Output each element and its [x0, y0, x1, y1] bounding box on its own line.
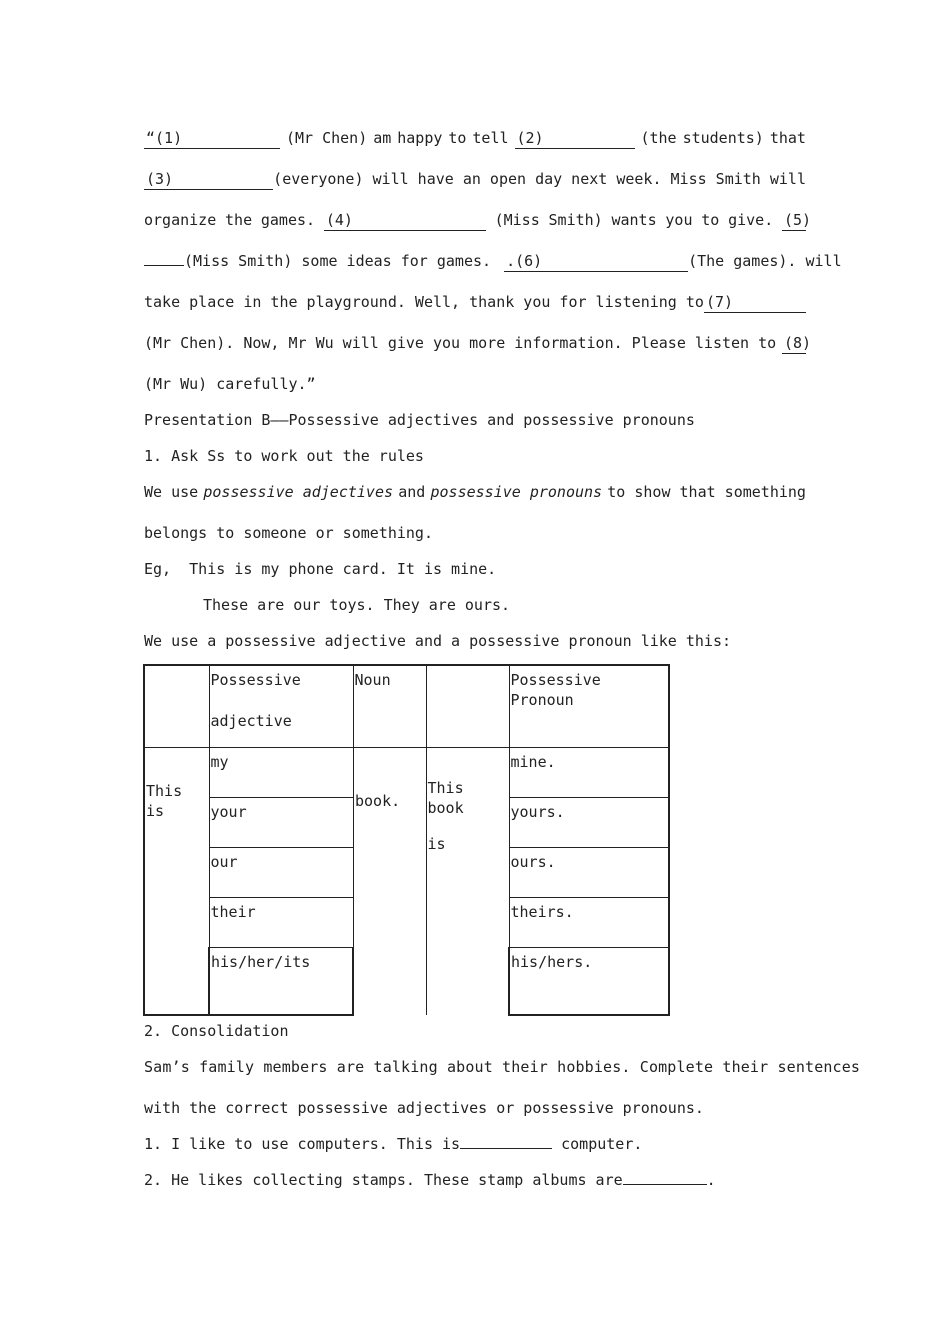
table-intro: We use a possessive adjective and a possessive pronoun like this:: [144, 632, 731, 650]
word: give.: [728, 211, 774, 229]
example-2: These are our toys. They are ours.: [203, 596, 511, 614]
passage-line-6: [144, 333, 812, 354]
passage-text: (Miss Smith) some ideas for games.: [184, 252, 492, 270]
blank-4: (4): [324, 210, 486, 231]
passage-text: (Mr Chen). Now, Mr Wu will give you more information. Please listen to: [144, 334, 777, 352]
step-1: 1. Ask Ss to work out the rules: [144, 447, 424, 465]
word: (Mr Chen): [285, 129, 368, 147]
pronoun-cell: his/hers.: [509, 947, 669, 1015]
adjective-cell: my: [209, 747, 353, 797]
pronoun-cell: ours.: [509, 847, 669, 897]
passage-text: (everyone) will have an open day next week. Miss Smith will: [273, 170, 806, 188]
passage-line-7: (Mr Wu) carefully.”: [144, 375, 316, 393]
passage-line-1: [144, 128, 806, 149]
word: that: [769, 129, 806, 147]
word: to: [701, 211, 720, 229]
passage-line-5: [144, 292, 806, 313]
answer-blank-1[interactable]: [460, 1148, 552, 1149]
pronoun-cell: mine.: [509, 747, 669, 797]
word: happy: [397, 129, 443, 147]
section-heading: Presentation B——Possessive adjectives and possessive pronouns: [144, 411, 695, 429]
passage-line-2: [144, 169, 806, 190]
term-possessive-pronouns: possessive pronouns: [430, 483, 603, 501]
rule-text: to show that something: [607, 483, 806, 501]
adjective-cell: our: [209, 847, 353, 897]
task-line-1: Sam’s family members are talking about their hobbies. Complete their sentences: [144, 1058, 861, 1076]
header-empty-cell-2: [426, 665, 509, 747]
example-1: Eg, This is my phone card. It is mine.: [144, 560, 497, 578]
table-header-row: [144, 665, 669, 747]
blank-8: (8): [784, 334, 812, 352]
rule-line-1: [144, 482, 806, 502]
blank-7: (7): [704, 292, 806, 313]
passage-line-4: [144, 251, 842, 272]
pronoun-cell: yours.: [509, 797, 669, 847]
pronoun-cell: theirs.: [509, 897, 669, 947]
blank-5: (5): [784, 211, 812, 229]
passage-text: take place in the playground. Well, thank you for listening to: [144, 293, 704, 311]
blank-2: (2): [515, 128, 635, 149]
word: (Miss: [494, 211, 540, 229]
header-possessive-pronoun: Possessive Pronoun: [509, 665, 669, 747]
word: you: [665, 211, 693, 229]
word: Smith): [548, 211, 603, 229]
this-book-is-cell: This book is: [426, 747, 509, 1015]
section-consolidation: 2. Consolidation: [144, 1022, 289, 1040]
word: tell: [472, 129, 509, 147]
task-line-2: with the correct possessive adjectives or possessive pronouns.: [144, 1099, 704, 1117]
word: to: [448, 129, 467, 147]
word: am: [373, 129, 392, 147]
blank-1: “(1): [144, 128, 280, 149]
blank-5-continued: [144, 265, 184, 266]
passage-text: (The games). will: [688, 252, 842, 270]
book-cell: book.: [353, 747, 426, 1015]
term-possessive-adjectives: possessive adjectives: [203, 483, 394, 501]
word: students): [682, 129, 764, 147]
rule-line-2: belongs to someone or something.: [144, 524, 433, 542]
word: organize: [144, 211, 217, 229]
adjective-cell: his/her/its: [209, 947, 353, 1015]
possessive-table: [143, 664, 670, 1016]
word: the: [225, 211, 253, 229]
question-2: 2. He likes collecting stamps. These stamp albums are .: [144, 1171, 716, 1189]
adjective-cell: their: [209, 897, 353, 947]
blank-3: (3): [144, 169, 273, 190]
rule-text: and: [398, 483, 426, 501]
answer-blank-2[interactable]: [623, 1184, 707, 1185]
word: wants: [611, 211, 657, 229]
header-empty-cell: [144, 665, 209, 747]
header-noun: Noun: [353, 665, 426, 747]
this-is-cell: This is: [144, 747, 209, 1015]
adjective-cell: your: [209, 797, 353, 847]
passage-line-3: [144, 210, 812, 231]
table-row: [144, 747, 669, 797]
word: games.: [260, 211, 316, 229]
question-1: 1. I like to use computers. This is computer.: [144, 1135, 643, 1153]
blank-6: .(6): [504, 251, 688, 272]
word: (the: [640, 129, 677, 147]
header-possessive-adjective: Possessive adjective: [209, 665, 353, 747]
rule-text: We use: [144, 483, 199, 501]
